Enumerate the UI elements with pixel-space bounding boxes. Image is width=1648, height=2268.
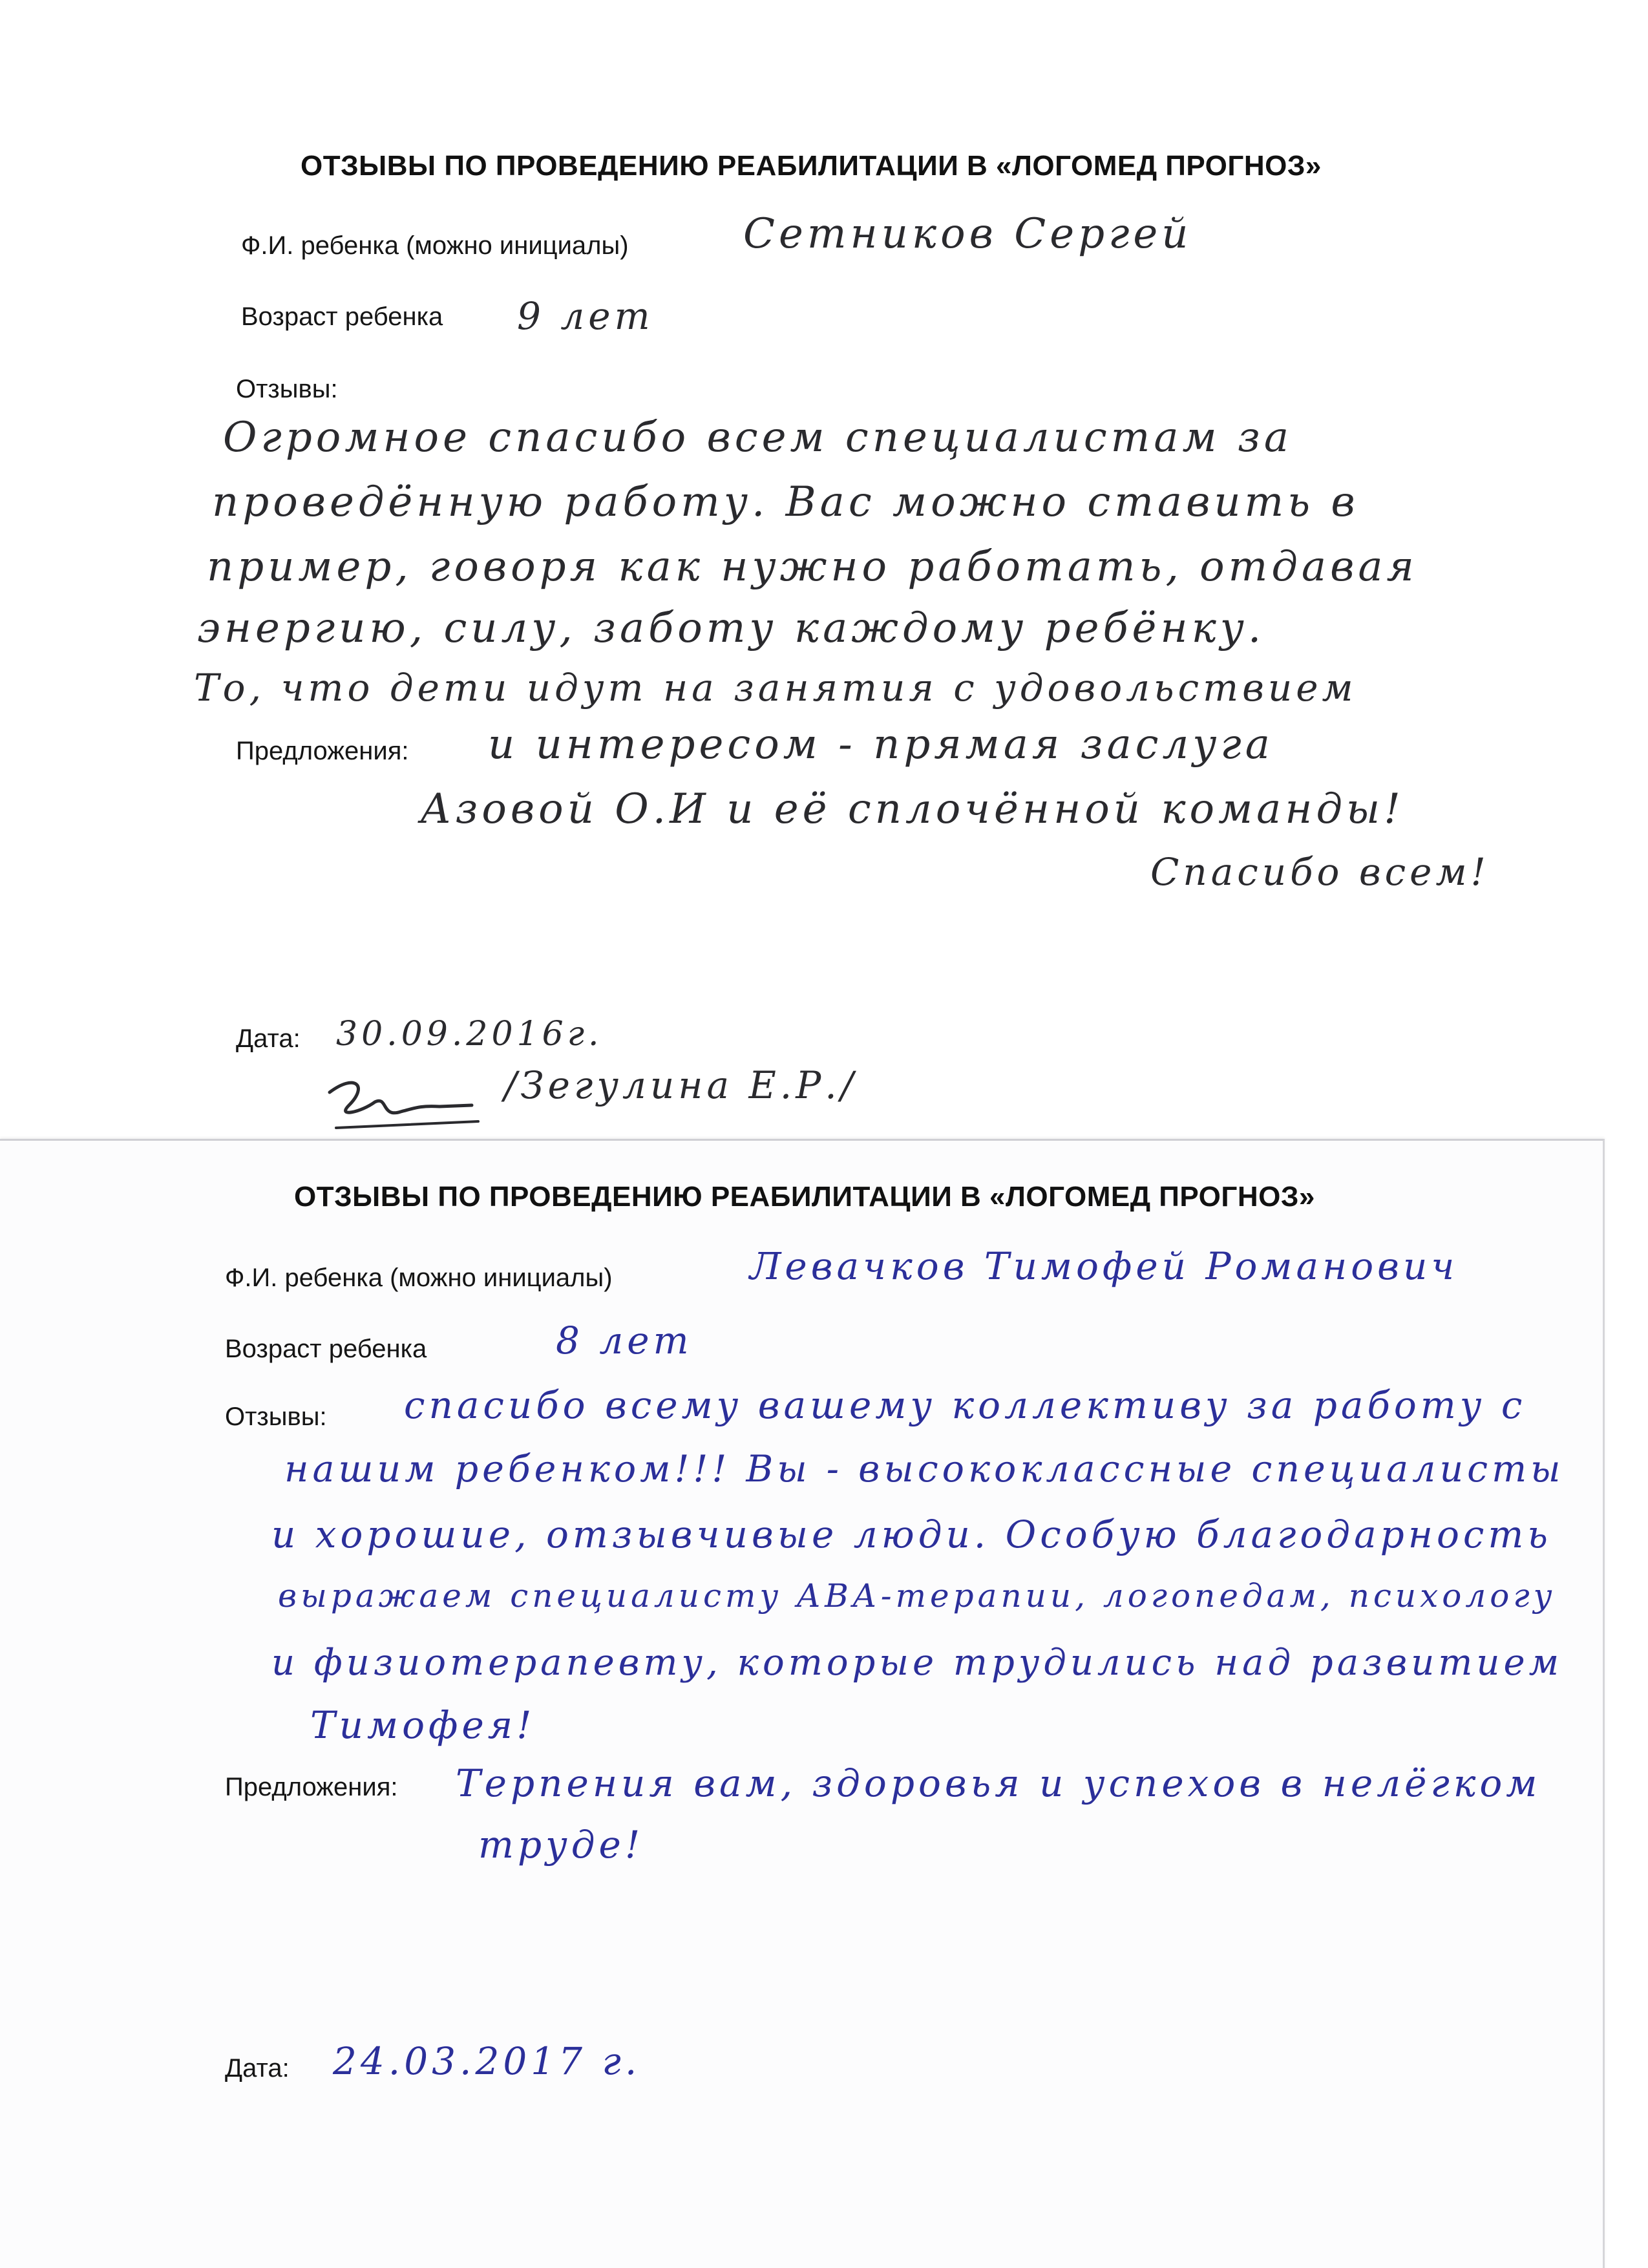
age-value: 8 лет (556, 1319, 693, 1362)
feedback-line: и физиотерапевту, которые трудились над развитием (271, 1642, 1563, 1684)
child-name-value: Левачков Тимофей Романович (750, 1244, 1459, 1288)
date-value: 24.03.2017 г. (333, 2039, 641, 2083)
date-label: Дата: (236, 1024, 301, 1053)
feedback-line: спасибо всему вашему коллективу за работу с (404, 1383, 1527, 1427)
signature-scribble (317, 1066, 498, 1144)
suggestions-label: Предложения: (225, 1773, 398, 1801)
child-name-value: Сетников Сергей (743, 210, 1192, 258)
feedback-form-2 (0, 1139, 1605, 2268)
feedback-line: То, что дети идут на занятия с удовольствием (194, 666, 1357, 710)
form-title: ОТЗЫВЫ ПО ПРОВЕДЕНИЮ РЕАБИЛИТАЦИИ В «ЛОГОМЕД ПРОГНОЗ» (294, 1181, 1315, 1213)
suggestions-label: Предложения: (236, 737, 409, 765)
age-label: Возраст ребенка (225, 1335, 427, 1363)
suggestions-line: труде! (478, 1823, 644, 1867)
child-name-label: Ф.И. ребенка (можно инициалы) (225, 1264, 613, 1292)
age-label: Возраст ребенка (241, 302, 443, 331)
feedback-line: и хорошие, отзывчивые люди. Особую благодарность (271, 1512, 1552, 1556)
feedback-line: и интересом - прямая заслуга (488, 721, 1274, 768)
feedback-line: Огромное спасибо всем специалистам за (223, 414, 1293, 461)
age-value: 9 лет (517, 294, 654, 338)
date-label: Дата: (225, 2054, 290, 2083)
form-title: ОТЗЫВЫ ПО ПРОВЕДЕНИЮ РЕАБИЛИТАЦИИ В «ЛОГОМЕД ПРОГНОЗ» (301, 150, 1322, 182)
feedback-label: Отзывы: (236, 375, 338, 403)
feedback-label: Отзывы: (225, 1403, 327, 1431)
feedback-line: пример, говоря как нужно работать, отдавая (207, 543, 1418, 591)
date-value: 30.09.2016г. (336, 1015, 603, 1054)
feedback-line: выражаем специалисту АВА-терапии, логопедам, психологу (278, 1577, 1556, 1615)
signature-name: /Зегулина Е.Р./ (504, 1063, 858, 1107)
suggestions-line: Терпения вам, здоровья и успехов в нелёгком (456, 1761, 1541, 1805)
feedback-line: нашим ребенком!!! Вы - высококлассные специалисты (284, 1448, 1565, 1490)
feedback-line: Тимофея! (310, 1703, 536, 1747)
child-name-label: Ф.И. ребенка (можно инициалы) (241, 231, 629, 260)
feedback-line: энергию, силу, заботу каждому ребёнку. (197, 604, 1265, 652)
feedback-line: Спасибо всем! (1150, 850, 1490, 894)
feedback-line: Азовой О.И и её сплочённой команды! (420, 785, 1404, 833)
feedback-line: проведённую работу. Вас можно ставить в (212, 478, 1359, 526)
